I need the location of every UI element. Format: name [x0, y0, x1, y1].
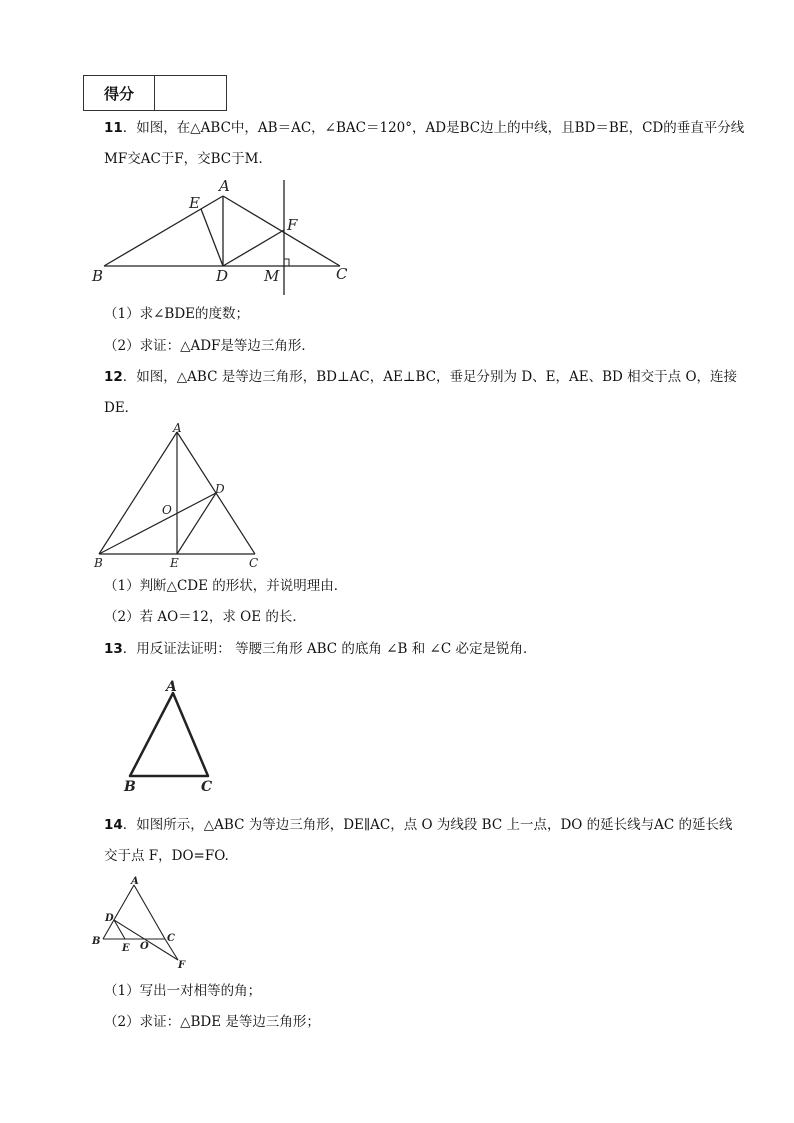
q14-number: 14	[104, 817, 123, 833]
q11-right-angle-mark	[284, 259, 289, 266]
q12-label-b: B	[94, 556, 103, 570]
q11-text-line2: MF交AC于F，交BC于M．	[104, 151, 272, 167]
q14-label-o: O	[140, 941, 149, 952]
q14-label-a: A	[131, 876, 139, 887]
q12-label-c: C	[249, 556, 259, 570]
q13-number: 13	[104, 641, 123, 657]
q13-label-c: C	[201, 779, 213, 795]
q12-part1: （1）判断△CDE 的形状，并说明理由．	[104, 578, 348, 594]
q13-label-b: B	[124, 779, 136, 795]
q12-text-line2: DE．	[104, 400, 139, 416]
q12-label-a: A	[173, 422, 182, 435]
q11-part2: （2）求证：△ADF是等边三角形．	[104, 338, 315, 354]
q14-label-c: C	[167, 933, 175, 944]
q14-line1	[104, 816, 733, 834]
q11-label-a: A	[219, 177, 230, 195]
q11-label-f: F	[287, 216, 298, 234]
q13-triangle	[130, 693, 208, 776]
q14-segment-ac	[134, 885, 165, 939]
q12-label-d: D	[215, 482, 225, 496]
q14-segment-ab	[103, 885, 134, 939]
q11-segment-ab	[104, 196, 223, 266]
score-box	[83, 75, 227, 111]
q12-text-line1: ．如图，△ABC 是等边三角形，BD⊥AC，AE⊥BC，垂足分别为 D、E，AE、BD 相交于点 O，连接	[122, 369, 738, 385]
q14-figure	[88, 874, 198, 974]
q12-part2: （2）若 AO＝12，求 OE 的长．	[104, 609, 306, 625]
q12-line1	[104, 368, 737, 386]
q11-figure	[88, 172, 368, 297]
q14-label-b: B	[92, 936, 101, 947]
q13-text-line1: ．用反证法证明： 等腰三角形 ABC 的底角 ∠B 和 ∠C 必定是锐角．	[122, 641, 537, 657]
score-value	[155, 76, 226, 110]
q13-line1	[104, 640, 536, 658]
q13-figure	[116, 675, 226, 795]
q11-line1	[104, 119, 744, 137]
q11-label-b: B	[92, 267, 104, 285]
q11-text-line1: ．如图，在△ABC中，AB＝AC，∠BAC＝120°，AD是BC边上的中线，且BD＝BE，CD的垂直平分线	[122, 120, 745, 136]
q14-part1: （1）写出一对相等的角；	[104, 983, 262, 999]
q11-label-e: E	[189, 194, 200, 212]
q14-label-e: E	[122, 943, 130, 954]
q12-segment-ab	[99, 432, 177, 554]
q12-segment-de	[177, 493, 216, 554]
q11-label-m: M	[264, 267, 280, 285]
q11-label-c: C	[336, 265, 348, 283]
q12-number: 12	[104, 369, 123, 385]
q12-figure	[90, 422, 270, 572]
q11-segment-de	[201, 209, 223, 266]
q14-text-line1: ．如图所示，△ABC 为等边三角形，DE∥AC，点 O 为线段 BC 上一点，DO 的延长线与AC 的延长线	[122, 817, 733, 833]
q12-label-o: O	[162, 503, 172, 517]
q11-part1: （1）求∠BDE的度数；	[104, 306, 249, 322]
q11-segment-df	[223, 230, 284, 266]
score-label: 得分	[84, 76, 155, 110]
q11-number: 11	[104, 120, 123, 136]
q14-part2: （2）求证：△BDE 是等边三角形；	[104, 1014, 320, 1030]
q14-label-d: D	[105, 913, 114, 924]
q11-label-d: D	[216, 267, 229, 285]
q14-label-f: F	[178, 960, 186, 971]
q12-segment-bd	[99, 493, 216, 554]
q14-text-line2: 交于点 F，DO=FO.	[104, 848, 229, 864]
q13-label-a: A	[166, 679, 177, 695]
q12-label-e: E	[170, 556, 179, 570]
